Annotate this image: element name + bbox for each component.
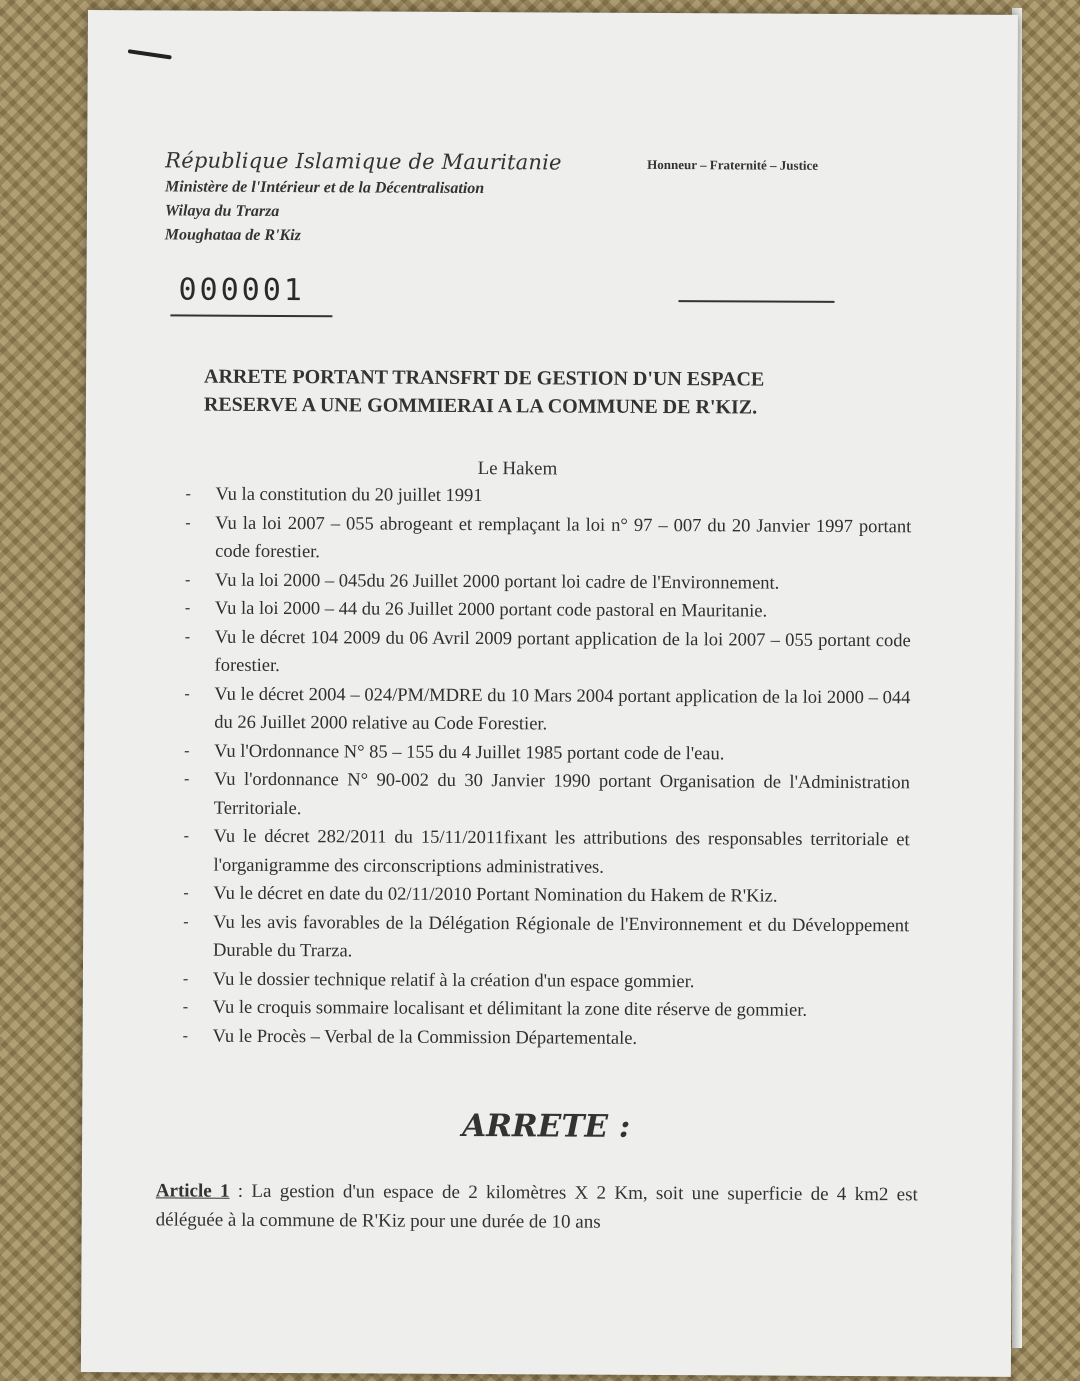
- bullet-marker: -: [183, 827, 190, 845]
- bullet-marker: -: [184, 599, 191, 617]
- consideration-text: Vu la loi 2007 – 055 abrogeant et remplaçant la loi n° 97 – 007 du 20 Janvier 1997 portant code forestier.: [215, 513, 912, 563]
- consideration-item: [179, 879, 909, 911]
- bullet-marker: -: [183, 913, 189, 931]
- consideration-text: Vu l'ordonnance N° 90-002 du 30 Janvier 1990 portant Organisation de l'Administration Territoriale.: [213, 769, 911, 819]
- consideration-text: Vu la loi 2000 – 045du 26 Juillet 2000 portant loi cadre de l'Environnement.: [214, 570, 780, 594]
- consideration-text: Vu le décret en date du 02/11/2010 Portant Nomination du Hakem de R'Kiz.: [213, 883, 778, 907]
- consideration-text: Vu le décret 282/2011 du 15/11/2011fixant les attributions des responsables territoriale et l'organigramme des circonscriptions administratives.: [213, 826, 910, 878]
- bullet-marker: -: [184, 742, 190, 760]
- consideration-item: [181, 566, 911, 598]
- consideration-text: Vu le dossier technique relatif à la création d'un espace gommier.: [212, 969, 695, 992]
- number-underline: [170, 314, 332, 317]
- bullet-marker: -: [184, 571, 191, 589]
- consideration-item: [180, 680, 910, 741]
- article-1-text: : La gestion d'un espace de 2 kilomètres X 2 Km, soit une superficie de 4 km2 est déléguée à la commune de R'Kiz pour une durée de 10 ans: [155, 1180, 918, 1233]
- consideration-item: [180, 765, 910, 826]
- bullet-marker: -: [185, 485, 191, 503]
- wilaya-name: Wilaya du Trarza: [164, 202, 280, 221]
- consideration-item: [181, 509, 911, 570]
- consideration-text: Vu la constitution du 20 juillet 1991: [215, 484, 483, 507]
- consideration-item: [181, 594, 911, 626]
- consideration-item: [179, 908, 909, 969]
- document-number: 000001: [178, 272, 306, 309]
- article-1: [156, 1176, 918, 1238]
- country-name: République Islamique de Mauritanie: [165, 148, 562, 175]
- consideration-item: [180, 737, 910, 769]
- consideration-item: [181, 480, 911, 512]
- bullet-marker: -: [184, 685, 190, 703]
- national-motto: Honneur – Fraternité – Justice: [647, 156, 819, 173]
- considerations-list: [179, 480, 912, 1054]
- consideration-text: Vu la loi 2000 – 44 du 26 Juillet 2000 portant code pastoral en Mauritanie.: [214, 598, 768, 622]
- letterhead: [165, 148, 562, 246]
- bullet-marker: -: [182, 1027, 189, 1045]
- document-title: [204, 363, 904, 423]
- consideration-text: Vu l'Ordonnance N° 85 – 155 du 4 Juillet 1985 portant code de l'eau.: [214, 741, 725, 764]
- consideration-item: [179, 1022, 909, 1054]
- issuer: Le Hakem: [477, 458, 558, 480]
- article-1-label: Article 1: [155, 1180, 230, 1202]
- consideration-item: [179, 822, 909, 883]
- blank-signature-line: [678, 300, 834, 303]
- handwritten-dash: [128, 49, 172, 59]
- moughataa-name: Moughataa de R'Kiz: [164, 226, 301, 245]
- title-line-1: ARRETE PORTANT TRANSFRT DE GESTION D'UN ESPACE: [204, 365, 765, 391]
- document-page: [81, 10, 1018, 1377]
- consideration-text: Vu le décret 104 2009 du 06 Avril 2009 portant application de la loi 2007 – 055 portant code forestier.: [214, 627, 911, 677]
- consideration-text: Vu le décret 2004 – 024/PM/MDRE du 10 Mars 2004 portant application de la loi 2000 – 044 du 26 Juillet 2000 relative au Code Forestier.: [214, 684, 911, 735]
- bullet-marker: -: [183, 884, 189, 902]
- bullet-marker: -: [185, 514, 191, 532]
- consideration-text: Vu les avis favorables de la Délégation Régionale de l'Environnement et du Développement Durable du Trarza.: [213, 912, 910, 962]
- consideration-item: [179, 965, 909, 997]
- bullet-marker: -: [184, 628, 191, 646]
- consideration-item: [179, 993, 909, 1025]
- decision-heading: ARRETE :: [462, 1107, 631, 1145]
- consideration-item: [180, 623, 910, 684]
- ministry-name: Ministère de l'Intérieur et de la Décentralisation: [165, 178, 485, 198]
- bullet-marker: -: [183, 770, 190, 788]
- bullet-marker: -: [182, 998, 189, 1016]
- bullet-marker: -: [182, 970, 189, 988]
- consideration-text: Vu le Procès – Verbal de la Commission Départementale.: [212, 1026, 638, 1049]
- consideration-text: Vu le croquis sommaire localisant et délimitant la zone dite réserve de gommier.: [212, 997, 808, 1021]
- title-line-2: RESERVE A UNE GOMMIERAI A LA COMMUNE DE R'KIZ.: [203, 393, 758, 419]
